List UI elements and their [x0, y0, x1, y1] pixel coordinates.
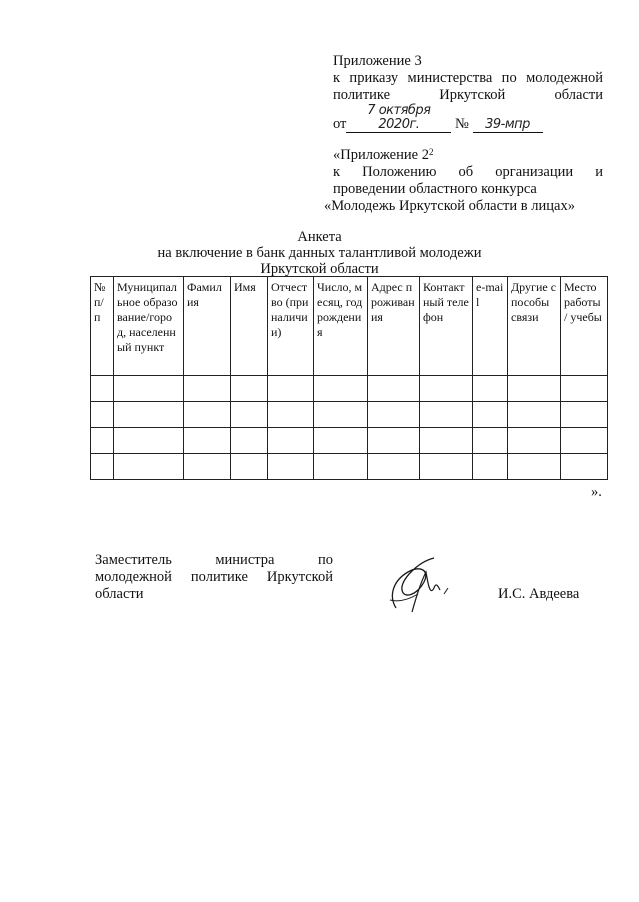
regulation-line: к Положению об организации и	[333, 164, 603, 180]
header-cell: № п/п	[91, 277, 114, 376]
table-cell	[231, 454, 268, 480]
table-cell	[114, 402, 184, 428]
table-cell	[473, 376, 508, 402]
closing-quote: ».	[591, 484, 602, 500]
handwritten-signature	[378, 550, 458, 620]
table-cell	[91, 402, 114, 428]
table-cell	[184, 402, 231, 428]
header-cell: Имя	[231, 277, 268, 376]
regulation-line: «Молодежь Иркутской области в лицах»	[324, 198, 575, 214]
appendix-title: Приложение 3	[333, 53, 422, 69]
table-cell	[508, 428, 561, 454]
table-row	[91, 428, 608, 454]
position-line	[95, 552, 333, 569]
regulation-title-text: «Приложение 2	[333, 147, 429, 163]
appendix-order-line: к приказу министерства по молодежной	[333, 70, 603, 86]
table-cell	[314, 376, 368, 402]
table-cell	[314, 428, 368, 454]
anketa-table	[90, 276, 608, 480]
table-cell	[91, 376, 114, 402]
table-cell	[268, 428, 314, 454]
number-sign: №	[455, 116, 469, 132]
appendix-block	[333, 53, 603, 133]
regulation-block	[324, 147, 603, 215]
appendix-word: Иркутской	[439, 87, 506, 103]
signatory-position	[95, 552, 333, 603]
table-cell	[268, 454, 314, 480]
table-cell	[184, 428, 231, 454]
table-cell	[508, 376, 561, 402]
date-handwritten: 7 октября 2020г.	[346, 104, 451, 133]
header-cell: Муниципальное образование/город, населенный пункт	[114, 277, 184, 376]
table-cell	[508, 454, 561, 480]
appendix-date-line	[333, 104, 603, 133]
table-cell	[368, 454, 420, 480]
superscript: 2	[428, 147, 434, 157]
table-cell	[508, 402, 561, 428]
table-cell	[91, 428, 114, 454]
position-line: молодежной политике Иркутской	[95, 569, 333, 585]
table-cell	[268, 376, 314, 402]
header-cell: Адрес проживания	[368, 277, 420, 376]
table-cell	[561, 376, 608, 402]
table-cell	[561, 454, 608, 480]
table-body	[91, 376, 608, 480]
header-cell: Контактный телефон	[420, 277, 473, 376]
table-cell	[561, 428, 608, 454]
table-cell	[231, 402, 268, 428]
header-cell: Место работы / учебы	[561, 277, 608, 376]
table-cell	[91, 454, 114, 480]
table-cell	[184, 454, 231, 480]
header-cell: e-mail	[473, 277, 508, 376]
table-cell	[473, 428, 508, 454]
number-handwritten: 39-мпр	[473, 118, 543, 133]
table-row	[91, 376, 608, 402]
appendix-word: области	[554, 87, 603, 103]
position-word: министра	[215, 552, 275, 568]
position-line: области	[95, 586, 144, 602]
date-prefix: от	[333, 116, 347, 132]
form-subtitle: на включение в банк данных талантливой молодежи	[157, 245, 482, 261]
signatory-name: И.С. Авдеева	[498, 586, 580, 602]
form-subtitle-region: Иркутской области	[260, 261, 379, 277]
table-row	[91, 454, 608, 480]
table-header-row	[91, 277, 608, 376]
regulation-line: проведении областного конкурса	[333, 181, 537, 197]
table-cell	[268, 402, 314, 428]
position-word: Заместитель	[95, 552, 172, 568]
table-row	[91, 402, 608, 428]
table-cell	[420, 402, 473, 428]
table-cell	[114, 376, 184, 402]
table-cell	[420, 454, 473, 480]
table-cell	[184, 376, 231, 402]
header-cell: Отчество (при наличии)	[268, 277, 314, 376]
appendix-region-line	[333, 87, 603, 104]
table-cell	[314, 402, 368, 428]
position-word: по	[317, 552, 333, 568]
table-cell	[368, 402, 420, 428]
header-cell: Фамилия	[184, 277, 231, 376]
header-cell: Другие способы связи	[508, 277, 561, 376]
table-cell	[420, 428, 473, 454]
table-cell	[231, 428, 268, 454]
regulation-title	[324, 147, 603, 164]
table-cell	[231, 376, 268, 402]
table-cell	[420, 376, 473, 402]
table-cell	[114, 454, 184, 480]
table-cell	[114, 428, 184, 454]
table-cell	[473, 402, 508, 428]
table-cell	[368, 428, 420, 454]
form-title: Анкета	[297, 229, 342, 245]
table-cell	[314, 454, 368, 480]
table-cell	[561, 402, 608, 428]
table-cell	[473, 454, 508, 480]
table-cell	[368, 376, 420, 402]
header-cell: Число, месяц, год рождения	[314, 277, 368, 376]
appendix-word: политике	[333, 87, 391, 103]
